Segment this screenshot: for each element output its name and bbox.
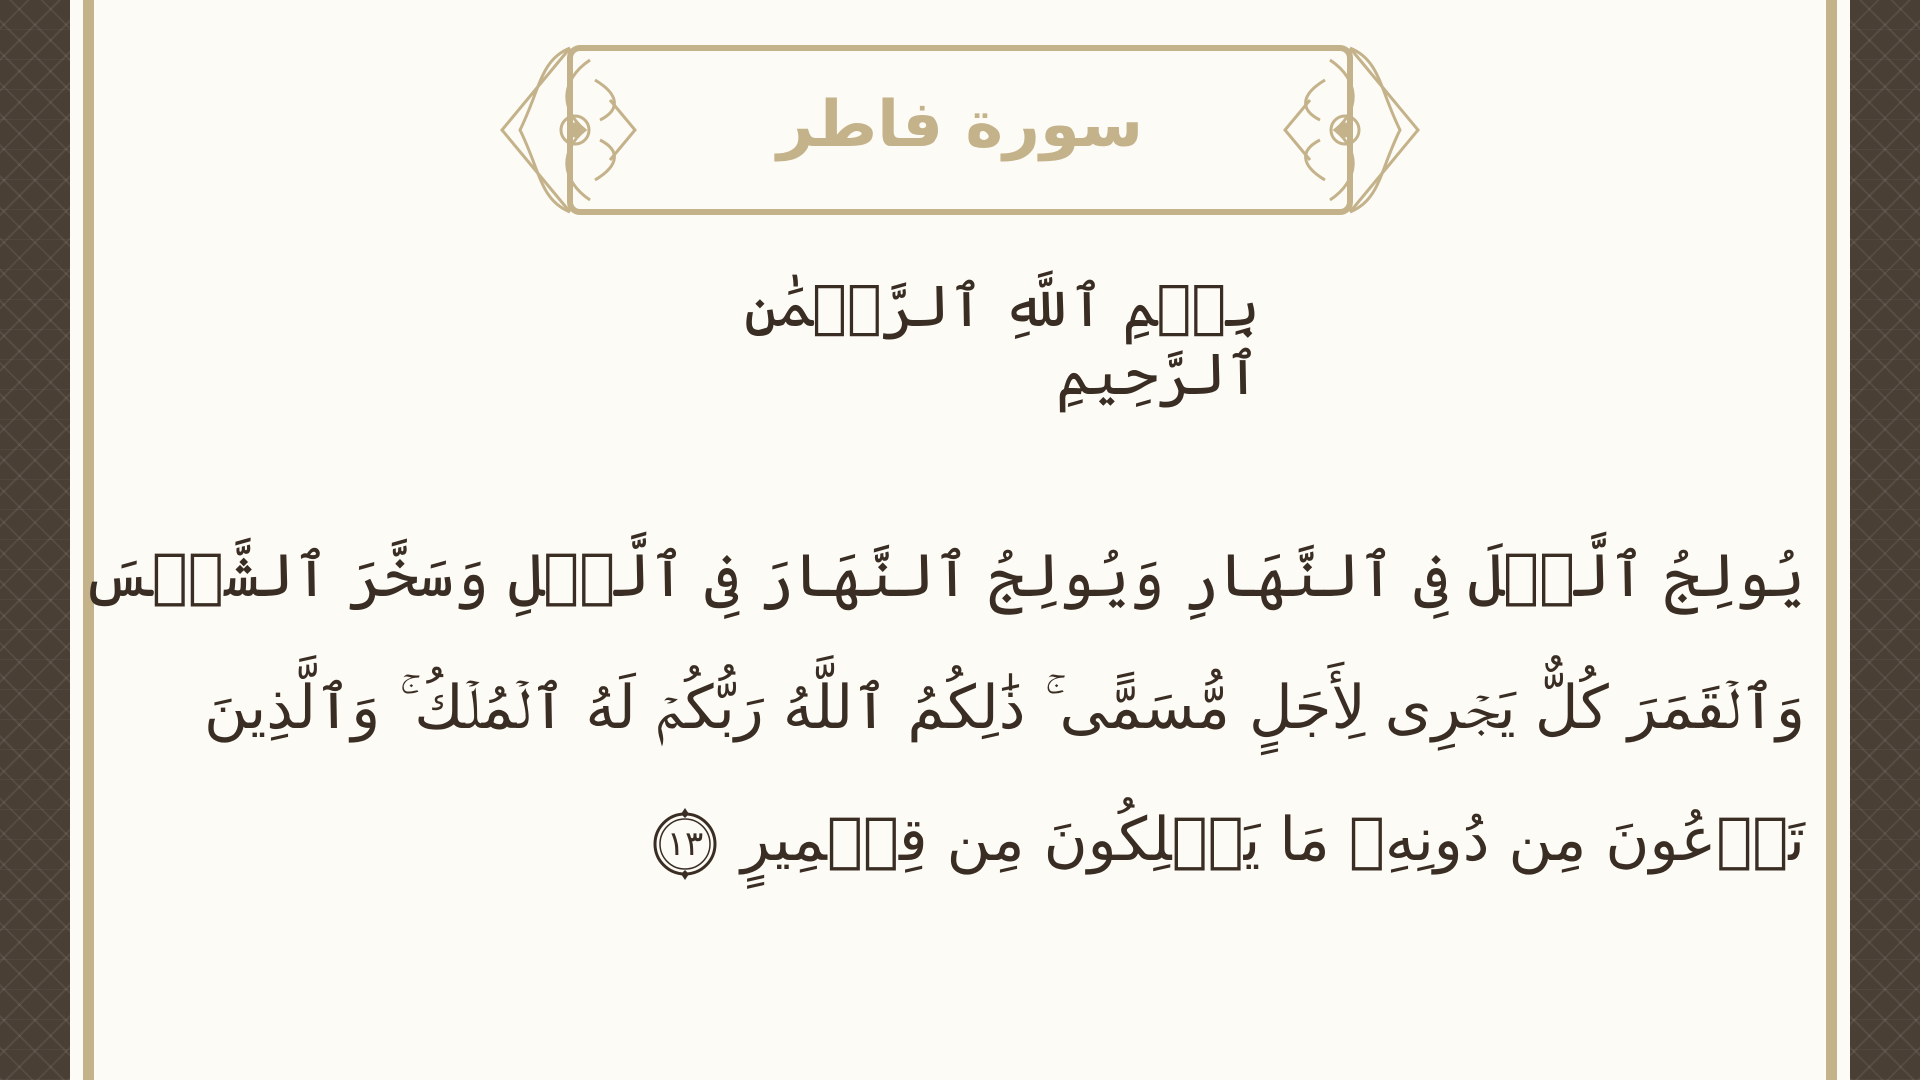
basmala: بِسۡمِ ٱللَّهِ ٱلرَّحۡمَٰنِ ٱلرَّحِيمِ	[744, 272, 1260, 408]
ayah-number: ١٣	[666, 824, 704, 865]
surah-header-frame	[500, 40, 1420, 230]
verse-text	[81, 510, 1805, 906]
verse-line-3-text: تَدۡعُونَ مِن دُونِهِۦ مَا يَمۡلِكُونَ مِن قِطۡمِيرٍ	[741, 805, 1805, 875]
verse-line-1: يُولِجُ ٱلَّيۡلَ فِى ٱلنَّهَارِ وَيُولِجُ ٱلنَّهَارَ فِى ٱلَّيۡلِ وَسَخَّرَ ٱلشَّمۡسَ	[81, 541, 1805, 611]
right-ornamental-border	[1850, 0, 1920, 1080]
right-gold-rule	[1826, 0, 1837, 1080]
ayah-number-marker	[647, 806, 723, 882]
surah-title: سورة فاطر	[777, 88, 1143, 162]
verse-line-2: وَٱلۡقَمَرَ كُلٌّ يَجۡرِى لِأَجَلٍ مُّسَمًّى ۚ ذَٰلِكُمُ ٱللَّهُ رَبُّكُمۡ لَهُ ٱلۡمُلۡكُ ۚ وَٱلَّذِينَ	[203, 673, 1805, 743]
left-ornamental-border	[0, 0, 70, 1080]
verse-line-3	[220, 774, 1805, 906]
